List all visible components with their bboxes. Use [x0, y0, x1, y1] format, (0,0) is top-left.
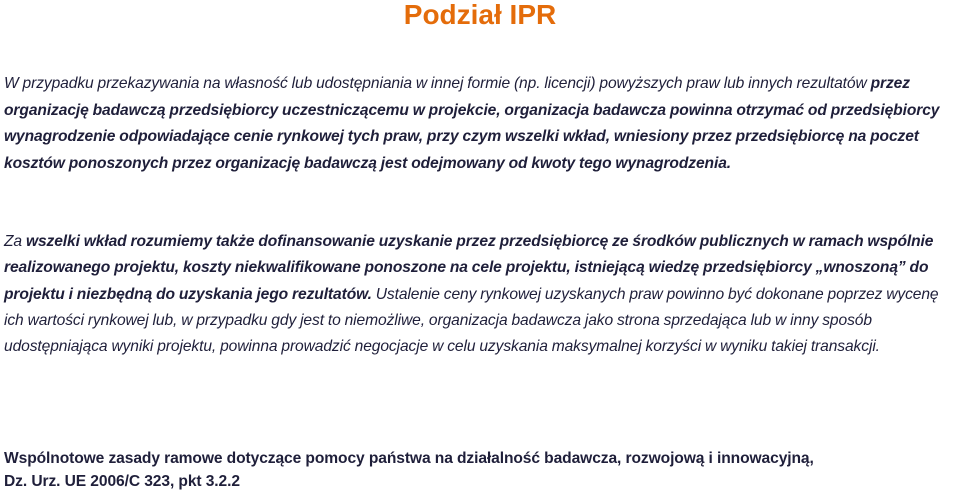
paragraph2-intro-text: Za [4, 233, 26, 250]
paragraph1-emphasis-text: przez organizację badawczą przedsiębiorcy uczestniczącemu w projekcie, organizacja badawcza powinna otrzymać od przedsiębiorcy wynagrodzenie odpowiadające cenie rynkowej tych praw, przy czym wszelki wkład, wniesiony przez przedsiębiorcę na poczet kosztów ponoszonych przez organizację badawczą jest odejmowany od kwoty tego wynagrodzenia. [4, 75, 940, 172]
paragraph-contribution-definition [4, 229, 960, 360]
paragraph2-emphasis-text: wszelki wkład rozumiemy także dofinansowanie uzyskanie przez przedsiębiorcę ze środków publicznych w ramach wspólnie realizowanego projektu, koszty niekwalifikowane ponoszone na cele projektu, istniejącą wiedzę przedsiębiorcy „wnoszoną” do projektu i niezbędną do uzyskania jego rezultatów. [4, 233, 934, 303]
slide-title: Podział IPR [403, 0, 557, 30]
paragraph1-intro-text: W przypadku przekazywania na własność lub udostępniania w innej formie (np. licencji) powyższych praw lub innych rezultatów [4, 75, 871, 92]
paragraph2-closing-text: Ustalenie ceny rynkowej uzyskanych praw powinno być dokonane poprzez wycenę ich wartości rynkowej lub, w przypadku gdy jest to niemożliwe, organizacja badawcza jako strona sprzedająca lub w inny sposób udostępniająca wyniki projektu, powinna prowadzić negocjacje w celu uzyskania maksymalnej korzyści w wyniku takiej transakcji. [4, 285, 939, 356]
source-line-2: Dz. Urz. UE 2006/C 323, pkt 3.2.2 [4, 473, 240, 490]
source-line-1: Wspólnotowe zasady ramowe dotyczące pomocy państwa na działalność badawcza, rozwojową i innowacyjną, [4, 450, 814, 467]
source-reference [4, 447, 960, 493]
paragraph-ownership-transfer [4, 71, 960, 177]
